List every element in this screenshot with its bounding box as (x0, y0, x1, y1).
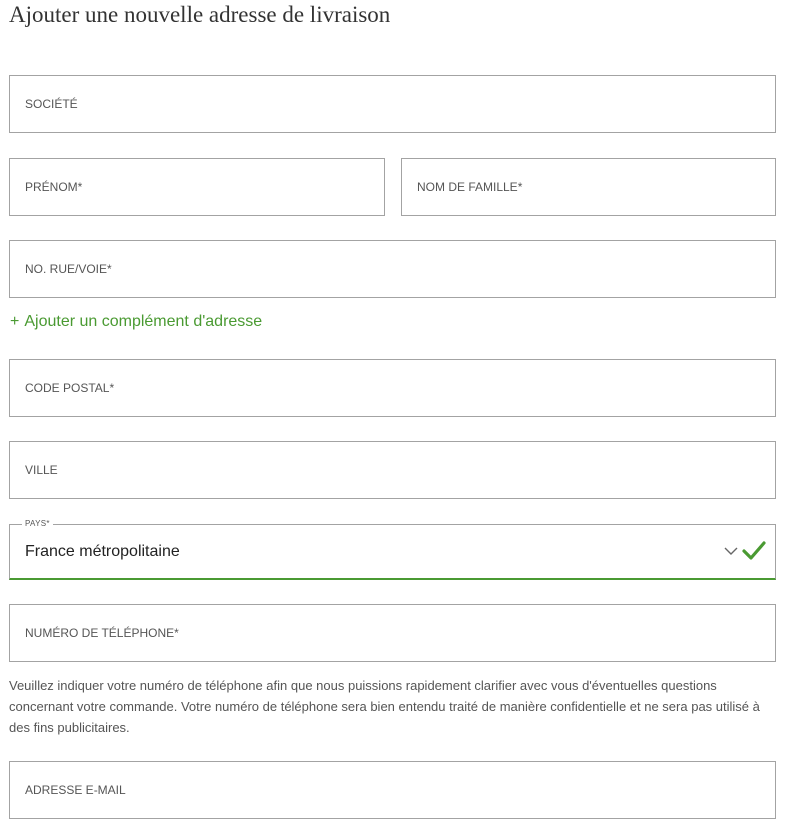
email-field[interactable] (9, 761, 776, 819)
firstname-field-label: PRÉNOM* (25, 180, 83, 194)
email-field-label: ADRESSE E-MAIL (25, 783, 126, 797)
checkmark-icon (742, 540, 766, 562)
plus-icon: + (10, 313, 20, 330)
chevron-down-icon[interactable] (723, 543, 739, 559)
company-field[interactable] (9, 75, 776, 133)
firstname-field[interactable] (9, 158, 385, 216)
lastname-field[interactable] (401, 158, 776, 216)
country-select-value: France métropolitaine (25, 543, 180, 560)
add-address-complement-label: Ajouter un complément d'adresse (24, 313, 263, 330)
postal-code-field[interactable] (9, 359, 776, 417)
street-field[interactable] (9, 240, 776, 298)
country-select-label: PAYS* (22, 518, 53, 530)
add-address-complement-link[interactable] (10, 313, 262, 331)
lastname-field-label: NOM DE FAMILLE* (417, 180, 523, 194)
phone-field-label: NUMÉRO DE TÉLÉPHONE* (25, 626, 179, 640)
city-field[interactable] (9, 441, 776, 499)
street-field-label: NO. RUE/VOIE* (25, 262, 112, 276)
page-title: Ajouter une nouvelle adresse de livraison (9, 2, 391, 27)
phone-help-text: Veuillez indiquer votre numéro de téléphone afin que nous puissions rapidement clarifier avec vous d'éventuelles questions concernant votre commande. Votre numéro de téléphone sera bien entendu traité de manière confidentielle et ne sera pas utilisé à des fins publicitaires. (9, 678, 760, 735)
city-field-label: VILLE (25, 463, 58, 477)
postal-code-field-label: CODE POSTAL* (25, 381, 115, 395)
country-select[interactable] (9, 519, 776, 580)
company-field-label: SOCIÉTÉ (25, 97, 78, 111)
phone-field[interactable] (9, 604, 776, 662)
